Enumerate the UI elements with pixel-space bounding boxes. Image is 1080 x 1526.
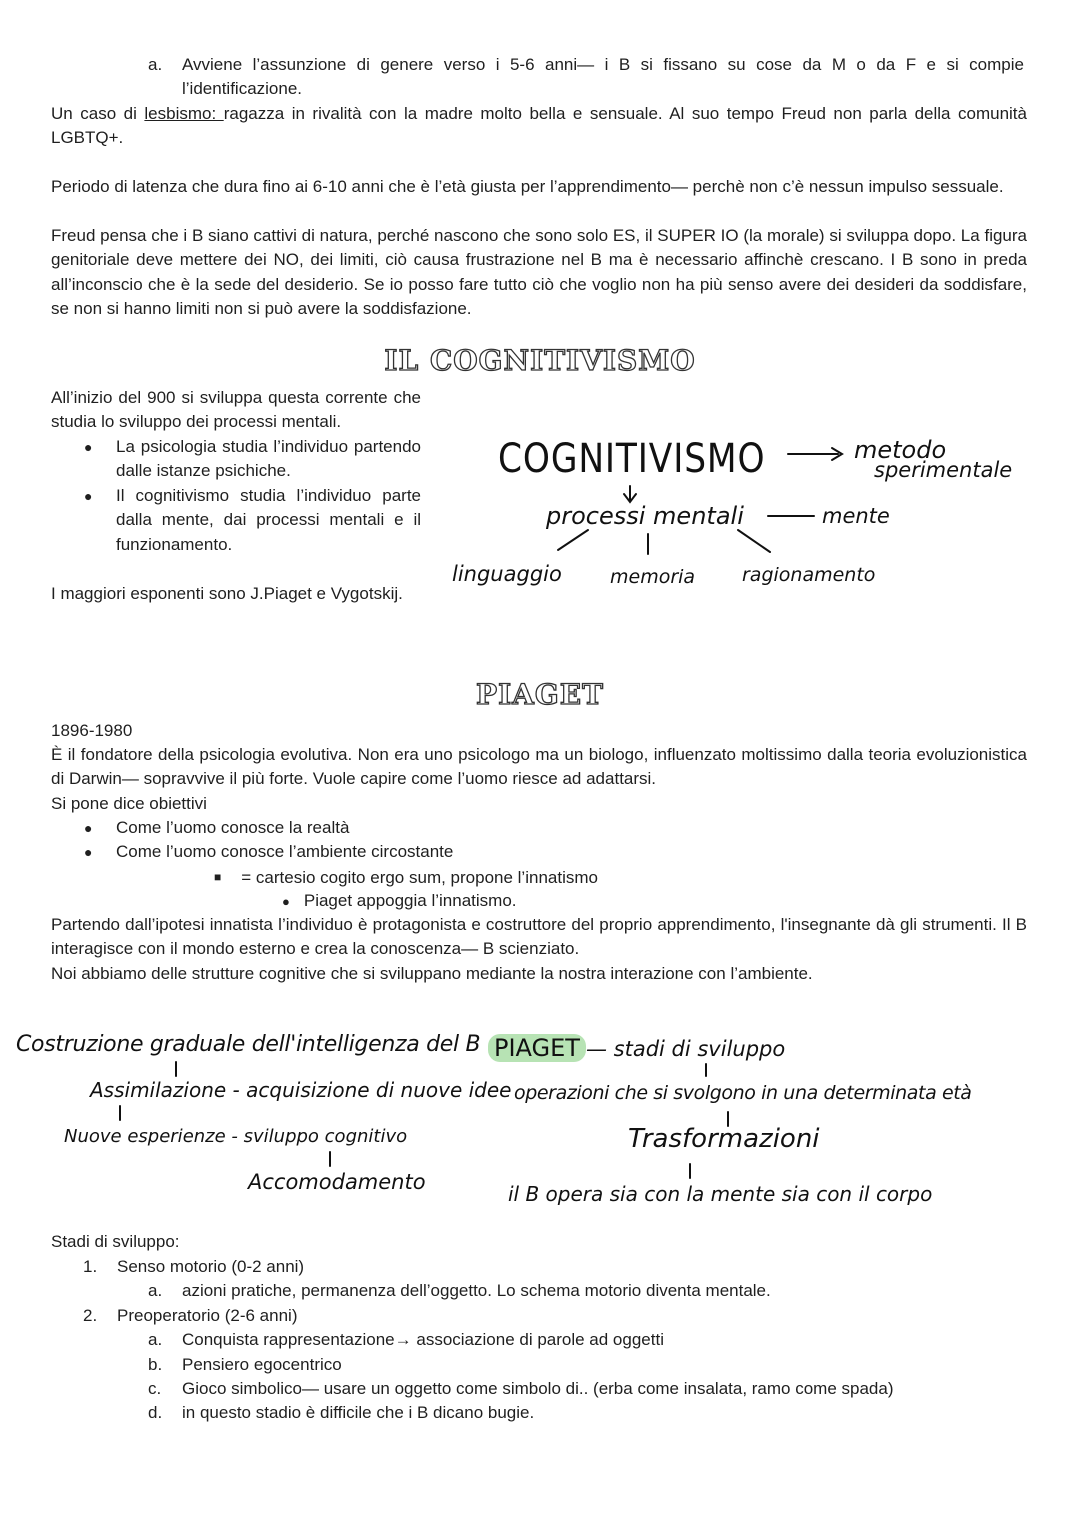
item-marker: a. xyxy=(148,1330,163,1350)
bullet-text: La psicologia studia l’individuo partendo dalle istanze psichiche. xyxy=(116,437,421,481)
diagram-mind: mente xyxy=(822,504,890,528)
objective-text: Come l’uomo conosce l’ambiente circostante xyxy=(116,842,454,862)
hw-left-line2: Assimilazione - acquisizione di nuove idee xyxy=(90,1078,512,1102)
item-marker: a. xyxy=(148,1281,163,1301)
square-bullet: ■ xyxy=(214,870,222,884)
hw-operations: operazioni che si svolgono in una determinata età xyxy=(514,1082,972,1104)
lesbismo-underlined: lesbismo: xyxy=(144,104,224,123)
item-a-text: Avviene l’assunzione di genere verso i 5-6 anni— i B si fissano su cose da M o da F e si compie l’identificazione. xyxy=(182,55,1024,99)
diagram-method: metodo xyxy=(854,436,947,464)
bullet-dot: ● xyxy=(84,844,93,861)
stage-2-item xyxy=(83,1377,1023,1401)
bullet-dot: ● xyxy=(84,439,93,455)
stage-2 xyxy=(83,1304,1023,1328)
stage-2-text: Preoperatorio (2-6 anni) xyxy=(117,1305,298,1325)
item-a xyxy=(148,53,1028,102)
objectives-list xyxy=(51,816,651,865)
diagram-memory: memoria xyxy=(610,566,696,588)
stage-2-item xyxy=(83,1353,1023,1377)
diagram-language: linguaggio xyxy=(452,562,562,586)
innatismo-text: Piaget appoggia l’innatismo. xyxy=(303,891,517,910)
bullet-item xyxy=(51,484,421,557)
item-a-marker: a. xyxy=(148,55,163,74)
hw-body: il B opera sia con la mente sia con il corpo xyxy=(508,1182,933,1206)
lesbismo-rest: ragazza in rivalità con la madre molto bella e sensuale. Al suo tempo Freud non parla della comunità LGBTQ+. xyxy=(51,104,1027,148)
item-text: Pensiero egocentrico xyxy=(182,1354,342,1374)
item-marker: b. xyxy=(148,1354,163,1374)
hw-left-line3: Nuove esperienze - sviluppo cognitivo xyxy=(64,1126,408,1147)
stage-2-item xyxy=(83,1328,1023,1352)
diagram-method2: sperimentale xyxy=(874,458,1013,482)
item-text: in questo stadio è difficile che i B dicano bugie. xyxy=(182,1403,535,1423)
stage-1-item xyxy=(83,1279,1023,1303)
cartesio-text: = cartesio cogito ergo sum, propone l’innatismo xyxy=(241,868,598,887)
bullet-item xyxy=(51,435,421,484)
lesbismo-paragraph xyxy=(51,102,1027,151)
stage-2-marker: 2. xyxy=(83,1305,98,1325)
piaget-dates: 1896-1980 xyxy=(51,721,133,740)
piaget-title: PIAGET xyxy=(476,678,604,711)
objective-item xyxy=(51,816,651,840)
hw-left-line4: Accomodamento xyxy=(248,1170,426,1194)
bullet-text: Il cognitivismo studia l’individuo parte dalla mente, dai processi mentali e il funzionamento. xyxy=(116,485,421,554)
stage-1 xyxy=(83,1255,1023,1279)
piaget-founder: È il fondatore della psicologia evolutiva. Non era uno psicologo ma un biologo, influenzato moltissimo dalla teoria evoluzionistica di Darwin— sopravvive il più forte. Vuole capire come l’uomo riesce ad adattarsi. xyxy=(51,745,1027,789)
exponents-paragraph: I maggiori esponenti sono J.Piaget e Vygotskij. xyxy=(51,584,403,603)
branch-language xyxy=(558,530,588,550)
item-marker: d. xyxy=(148,1403,163,1423)
objective-text: Come l’uomo conosce la realtà xyxy=(116,818,350,837)
latency-paragraph: Periodo di latenza che dura fino ai 6-10 anni che è l’età giusta per l’apprendimento— perchè non c’è nessun impulso sessuale. xyxy=(51,177,1004,196)
item-marker: c. xyxy=(148,1379,162,1399)
hw-piaget-highlight: PIAGET xyxy=(488,1034,586,1062)
item-text: Gioco simbolico— usare un oggetto come simbolo di.. (erba come insalata, ramo come spada) xyxy=(182,1379,894,1399)
objective-item xyxy=(51,840,651,864)
diagram-processes: processi mentali xyxy=(546,502,744,530)
structures-paragraph: Noi abbiamo delle strutture cognitive che si sviluppano mediante la nostra interazione con l’ambiente. xyxy=(51,964,813,983)
cognitivismo-bullets xyxy=(51,435,421,557)
stage-1-marker: 1. xyxy=(83,1257,98,1276)
stadi-heading: Stadi di sviluppo: xyxy=(51,1232,180,1251)
hw-right-title xyxy=(488,1034,785,1062)
cartesio-line xyxy=(214,865,598,890)
hw-transformations: Trasformazioni xyxy=(628,1124,820,1154)
diagram-main: COGNITIVISMO xyxy=(498,436,766,482)
objectives-intro: Si pone dice obiettivi xyxy=(51,794,207,813)
freud-paragraph: Freud pensa che i B siano cattivi di natura, perché nascono che sono solo ES, il SUPER IO (la morale) si sviluppa dopo. La figura genitoriale deve mettere dei NO, dei limiti, ciò causa frustrazione nel B ma è necessario affinchè crescano. I B sono in preda all’inconscio che è la sede del desiderio. Se io posso fare tutto ciò che voglio non ha più senso avere dei desideri da soddisfare, se non si hanno limiti non si può avere la soddisfazione. xyxy=(51,226,1027,319)
bullet-dot: ● xyxy=(282,894,290,909)
branch-reasoning xyxy=(738,530,770,552)
innatismo-line xyxy=(282,889,517,914)
lesbismo-prefix: Un caso di xyxy=(51,104,145,123)
item-text: Conquista rappresentazione→ associazione di parole ad oggetti xyxy=(182,1330,664,1350)
diagram-reasoning: ragionamento xyxy=(742,564,876,586)
stage-1-text: Senso motorio (0-2 anni) xyxy=(117,1257,305,1276)
cognitivismo-intro: All’inizio del 900 si sviluppa questa corrente che studia lo sviluppo dei processi mentali. xyxy=(51,388,421,432)
item-text: azioni pratiche, permanenza dell’oggetto. Lo schema motorio diventa mentale. xyxy=(182,1281,771,1301)
hypothesis-paragraph: Partendo dall’ipotesi innatista l’individuo è protagonista e costruttore del proprio apprendimento, l'insegnante dà gli strumenti. Il B interagisce con il mondo esterno e crea la conoscenza— B scienziato. xyxy=(51,915,1027,959)
stage-2-item xyxy=(83,1401,1023,1425)
stadi-list xyxy=(83,1255,1023,1426)
hw-stages: — stadi di sviluppo xyxy=(585,1037,786,1061)
cognitivismo-title: IL COGNITIVISMO xyxy=(384,344,696,377)
hw-left-line1: Costruzione graduale dell'intelligenza del B xyxy=(16,1032,481,1057)
bullet-dot: ● xyxy=(84,487,93,504)
bullet-dot: ● xyxy=(84,820,93,836)
